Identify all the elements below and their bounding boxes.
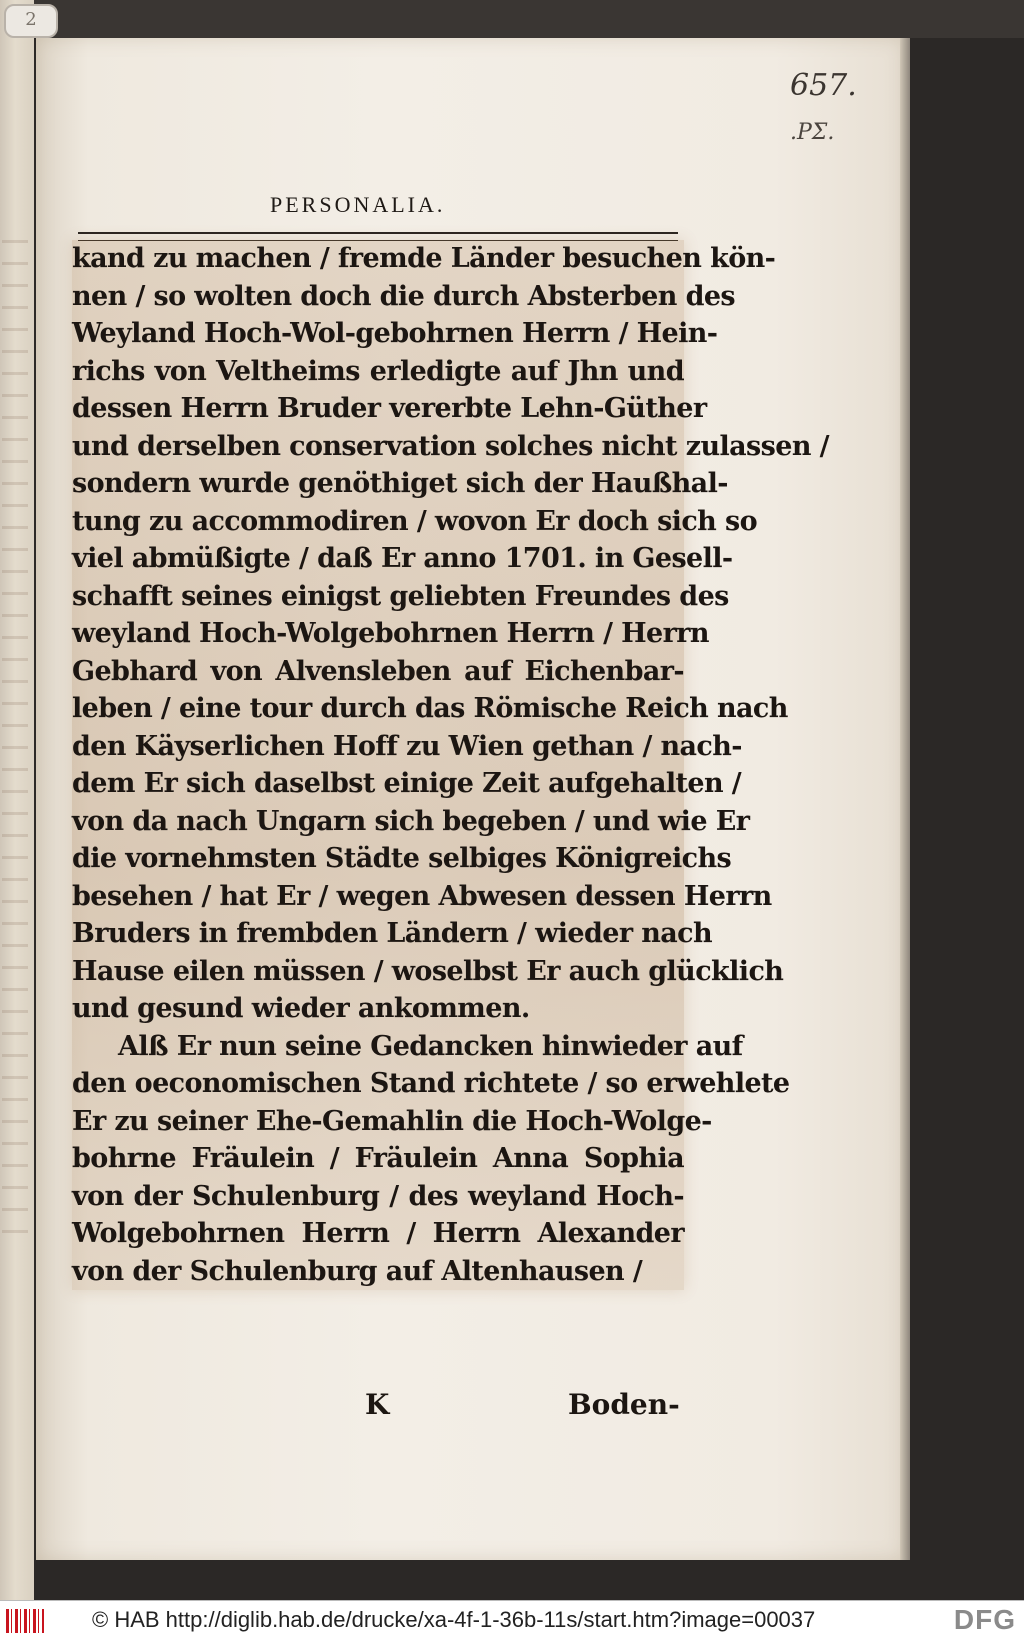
text-line: Er zu seiner Ehe-Gemahlin die Hoch-Wolge-	[72, 1105, 712, 1137]
text-line: und derselben conservation solches nicht zulassen /	[72, 430, 829, 462]
text-line: von der Schulenburg / des weyland Hoch-	[72, 1180, 684, 1212]
text-line: tung zu accommodiren / wovon Er doch sich so	[72, 505, 758, 537]
text-line: den oeconomischen Stand richtete / so erwehlete	[72, 1068, 790, 1099]
text-line: von da nach Ungarn sich begeben / und wie Er	[72, 805, 750, 837]
page-edge-shadow	[900, 38, 910, 1560]
scan-top-background	[34, 0, 1024, 38]
folio-number: 657.	[790, 68, 857, 103]
running-header: PERSONALIA.	[270, 192, 446, 217]
text-line: bohrne Fräulein / Fräulein Anna Sophia	[72, 1143, 684, 1174]
text-line: Weyland Hoch-Wol-gebohrnen Herrn / Hein-	[72, 318, 718, 349]
text-line: schafft seines einigst geliebten Freundes des	[72, 580, 729, 612]
text-line: sondern wurde genöthiget sich der Haußhal-	[72, 468, 728, 499]
footer-copyright-link[interactable]: © HAB http://diglib.hab.de/drucke/xa-4f-1-36b-11s/start.htm?image=00037	[92, 1607, 816, 1632]
hab-logo-icon	[6, 1609, 44, 1633]
text-line: viel abmüßigte / daß Er anno 1701. in Gesell-	[72, 543, 733, 574]
text-line: dem Er sich daselbst einige Zeit aufgehalten /	[72, 768, 742, 799]
viewer-footer-bar	[0, 1600, 1024, 1639]
text-line: und gesund wieder ankommen.	[72, 993, 530, 1024]
catchword: Boden-	[568, 1388, 680, 1421]
text-line: leben / eine tour durch das Römische Reich nach	[72, 693, 788, 724]
text-line: Alß Er nun seine Gedancken hinwieder auf	[118, 1030, 743, 1062]
corner-tab-mark: 2	[4, 4, 58, 38]
text-line: die vornehmsten Städte selbiges Königreichs	[72, 843, 732, 874]
text-line: Wolgebohrnen Herrn / Herrn Alexander	[72, 1218, 684, 1249]
text-line: richs von Veltheims erledigte auf Jhn und	[72, 355, 684, 387]
text-line: kand zu machen / fremde Länder besuchen kön-	[72, 243, 776, 274]
text-line: besehen / hat Er / wegen Abwesen dessen Herrn	[72, 880, 772, 912]
signature-mark: K	[365, 1388, 390, 1421]
text-line: dessen Herrn Bruder vererbte Lehn-Güther	[72, 393, 707, 424]
previous-leaf-edge	[0, 0, 34, 1600]
bleed-through-marks	[2, 240, 28, 1240]
dfg-logo: DFG	[953, 1604, 1016, 1635]
shelfmark-annotation: .ΡΣ.	[790, 120, 835, 145]
text-line: Gebhard von Alvensleben auf Eichenbar-	[72, 655, 684, 687]
text-line: weyland Hoch-Wolgebohrnen Herrn / Herrn	[72, 618, 709, 649]
body-text-block	[72, 240, 829, 1290]
text-line: Hause eilen müssen / woselbst Er auch glücklich	[72, 955, 784, 987]
text-line: Bruders in frembden Ländern / wieder nach	[72, 918, 713, 949]
text-line: von der Schulenburg auf Altenhausen /	[72, 1255, 643, 1287]
text-line: nen / so wolten doch die durch Absterben des	[72, 280, 736, 312]
text-line: den Käyserlichen Hoff zu Wien gethan / nach-	[72, 730, 742, 762]
